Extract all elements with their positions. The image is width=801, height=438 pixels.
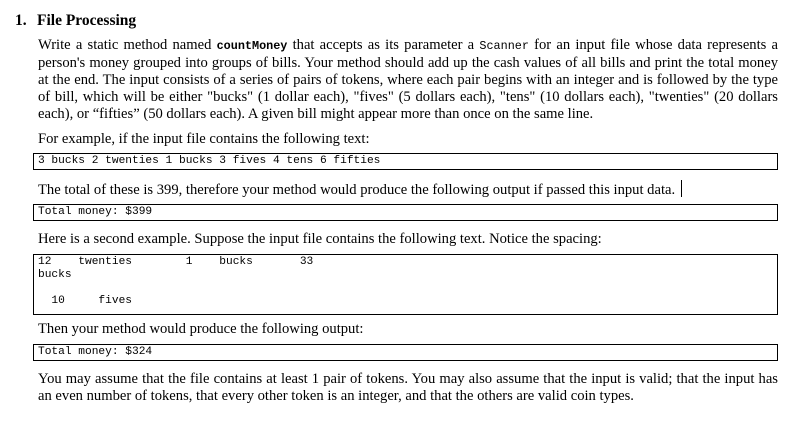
problem-number: 1. — [15, 12, 27, 29]
intro-text-2: that accepts as its parameter a — [287, 37, 480, 53]
example2-lead: Here is a second example. Suppose the input file contains the following text. Notice the spacing: — [38, 231, 602, 247]
param-type: Scanner — [479, 39, 529, 53]
example2-input-box: 12 twenties 1 bucks 33 bucks 10 fives — [33, 254, 778, 315]
example1-input-box: 3 bucks 2 twenties 1 bucks 3 fives 4 tens 6 fifties — [33, 153, 778, 170]
intro-text-3: for an input file whose data represents a person's money grouped into groups of bills. Your method should add up the cash values of all bills and print the total money at the end. The input consists of a series of pairs of tokens, where each pair begins with an integer and is followed by the type of bill, which will be either "bucks" (1 dollar each), "fives" (5 dollars each), "tens" (10 dollars each), "twenties" (20 dollars each), or “fifties” (50 dollars each). A given bill might appear more than once on the same line. — [38, 37, 779, 122]
example1-lead: For example, if the input file contains the following text: — [38, 131, 370, 147]
example2-output-box: Total money: $324 — [33, 344, 778, 361]
problem-title: File Processing — [37, 12, 137, 29]
example2-explanation: Then your method would produce the following output: — [38, 321, 364, 337]
problem-heading — [15, 12, 136, 29]
example1-explanation — [38, 180, 778, 199]
method-name: countMoney — [216, 39, 288, 53]
text-cursor — [681, 180, 682, 197]
intro-text-1: Write a static method named — [38, 37, 217, 53]
assumptions-text: You may assume that the file contains at least 1 pair of tokens. You may also assume that the input is valid; that the input has an even number of tokens, that every other token is an integer, and that the others are valid coin types. — [38, 371, 778, 404]
example1-output-box: Total money: $399 — [33, 204, 778, 221]
problem-description — [38, 37, 778, 123]
example1-explanation-text: The total of these is 399, therefore your method would produce the following output if passed this input data. — [38, 182, 676, 198]
